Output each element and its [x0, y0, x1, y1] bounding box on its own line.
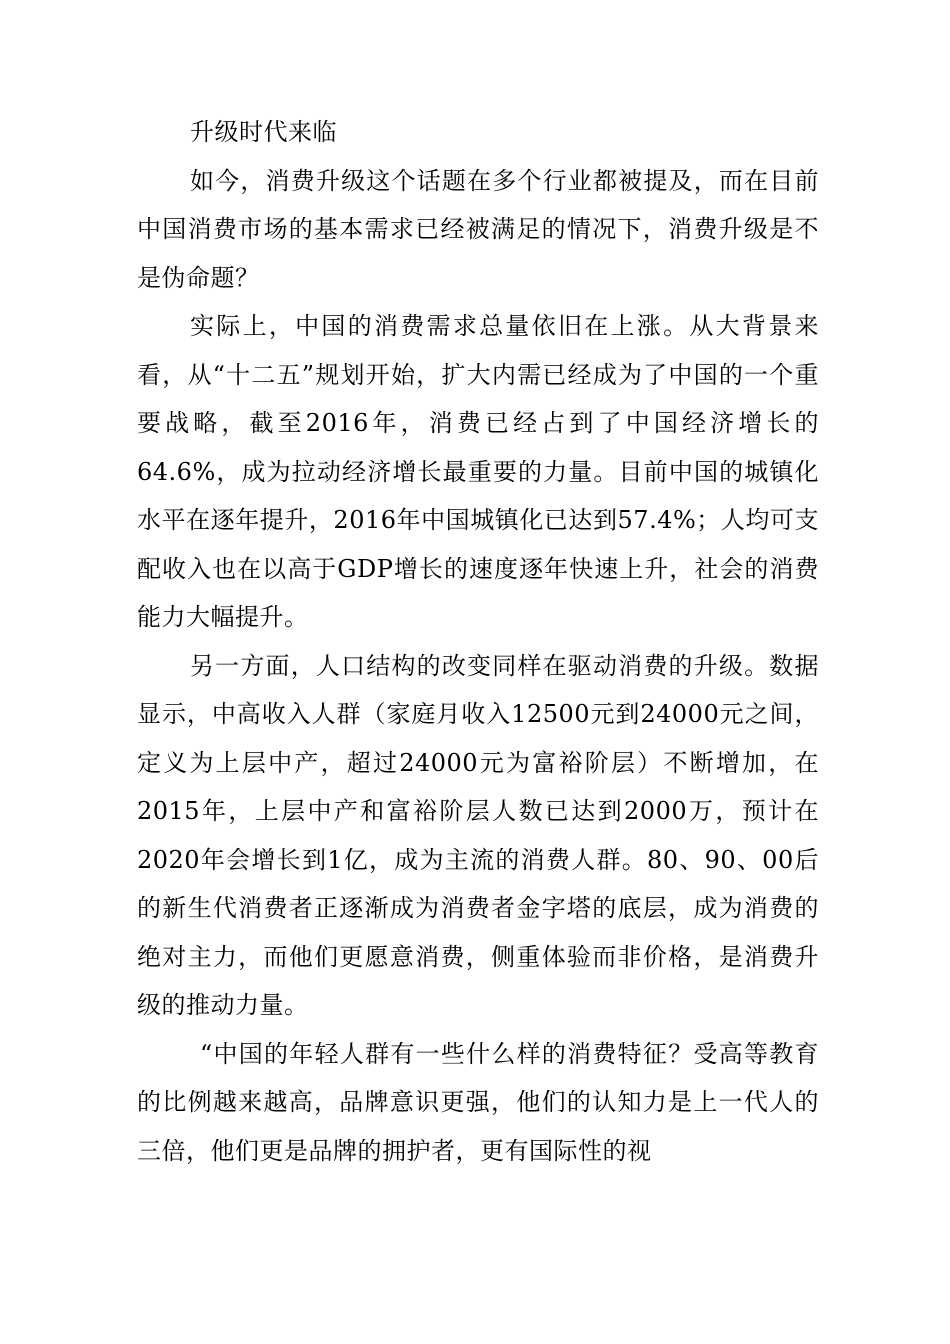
section-heading: 升级时代来临 [190, 118, 337, 146]
paragraph-2: 实际上，中国的消费需求总量依旧在上涨。从大背景来看，从“十二五”规划开始，扩大内需已经成为了中国的一个重要战略，截至2016年，消费已经占到了中国经济增长的64.6%，成为拉动经济增长最重要的力量。目前中国的城镇化水平在逐年提升，2016年中国城镇化已达到57.4%；人均可支配收入也在以高于GDP增长的速度逐年快速上升，社会的消费能力大幅提升。 [137, 312, 819, 631]
paragraph-4: “中国的年轻人群有一些什么样的消费特征？受高等教育的比例越来越高，品牌意识更强，他们的认知力是上一代人的三倍，他们更是品牌的拥护者，更有国际性的视 [137, 1039, 819, 1165]
paragraph-3: 另一方面，人口结构的改变同样在驱动消费的升级。数据显示，中高收入人群（家庭月收入12500元到24000元之间，定义为上层中产，超过24000元为富裕阶层）不断增加，在2015年，上层中产和富裕阶层人数已达到2000万，预计在2020年会增长到1亿，成为主流的消费人群。80、90、00后的新生代消费者正逐渐成为消费者金字塔的底层，成为消费的绝对主力，而他们更愿意消费，侧重体验而非价格，是消费升级的推动力量。 [137, 651, 819, 1019]
paragraph-1: 如今，消费升级这个话题在多个行业都被提及，而在目前中国消费市场的基本需求已经被满足的情况下，消费升级是不是伪命题？ [137, 166, 819, 292]
document-body [137, 108, 819, 1175]
